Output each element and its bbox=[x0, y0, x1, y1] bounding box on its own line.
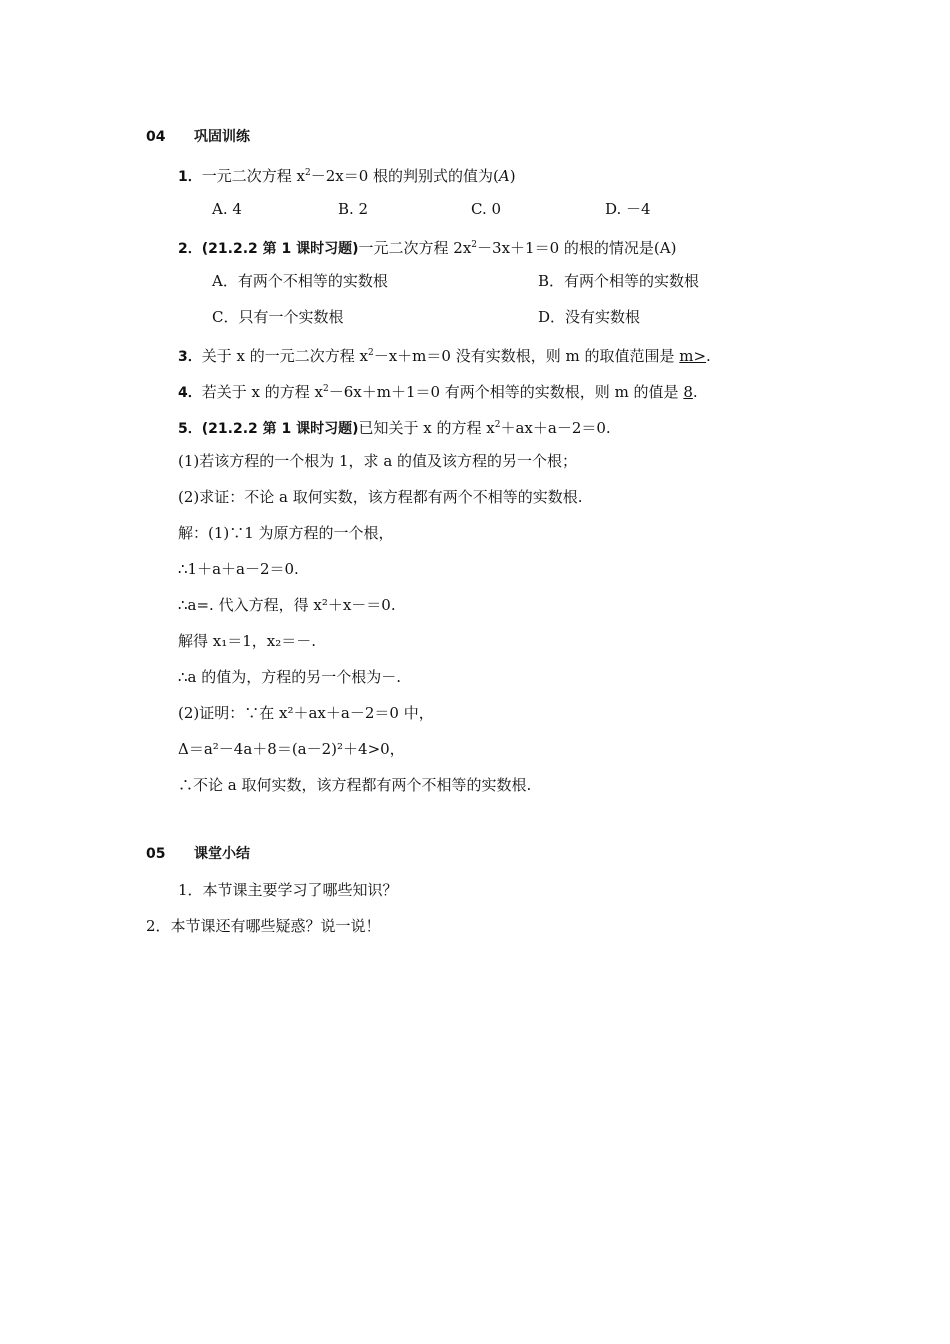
question-number: 2． bbox=[178, 241, 202, 257]
question-3 bbox=[178, 344, 711, 366]
summary-item-1: 1．本节课主要学习了哪些知识？ bbox=[178, 881, 398, 899]
question-number: 1． bbox=[178, 169, 202, 185]
stem-part: ＋ax＋a－2＝0. bbox=[500, 419, 611, 437]
question-5-part-2: (2)求证：不论 a 取何实数，该方程都有两个不相等的实数根. bbox=[178, 488, 583, 506]
solution-line: 解得 x₁＝1，x₂＝－. bbox=[178, 632, 317, 650]
stem-part: 已知关于 x 的方程 x bbox=[358, 419, 495, 437]
solution-line: Δ＝a²－4a＋8＝(a－2)²＋4>0， bbox=[178, 740, 405, 758]
answer: 8 bbox=[683, 383, 693, 401]
answer: A bbox=[659, 239, 671, 257]
option-d: D．没有实数根 bbox=[538, 308, 641, 326]
option-a: A．有两个不相等的实数根 bbox=[212, 272, 388, 290]
solution-line: ∴1＋a＋a－2＝0. bbox=[178, 560, 299, 578]
section-number-04: 04 bbox=[146, 129, 166, 145]
answer: m> bbox=[679, 347, 707, 365]
solution-line: ∴不论 a 取何实数，该方程都有两个不相等的实数根. bbox=[178, 776, 532, 794]
stem-part: . bbox=[692, 383, 698, 401]
option-b: B．有两个相等的实数根 bbox=[538, 272, 700, 290]
stem-part: ) bbox=[509, 167, 516, 185]
question-number: 3． bbox=[178, 349, 202, 365]
stem-part: －6x＋m＋1＝0 有两个相等的实数根，则 m 的值是 bbox=[328, 383, 684, 401]
stem-part: . bbox=[706, 347, 711, 365]
solution-line: ∴a=. 代入方程，得 x²＋x－＝0. bbox=[178, 596, 396, 614]
superscript: 2 bbox=[494, 420, 501, 430]
stem-part: 一元二次方程 x bbox=[201, 167, 305, 185]
question-5-part-1: (1)若该方程的一个根为 1，求 a 的值及该方程的另一个根； bbox=[178, 452, 578, 470]
stem-part: 一元二次方程 2x bbox=[358, 239, 472, 257]
question-4 bbox=[178, 380, 698, 402]
option-c: C．只有一个实数根 bbox=[212, 308, 344, 326]
section-title-04: 巩固训练 bbox=[194, 129, 250, 145]
solution-line: (2)证明：∵在 x²＋ax＋a－2＝0 中， bbox=[178, 704, 434, 722]
stem-part: 若关于 x 的方程 x bbox=[201, 383, 323, 401]
section-number-05: 05 bbox=[146, 846, 166, 862]
question-number: 5． bbox=[178, 421, 202, 437]
solution-line: 解：(1)∵1 为原方程的一个根， bbox=[178, 524, 394, 542]
question-2 bbox=[178, 236, 676, 258]
superscript: 2 bbox=[367, 348, 374, 358]
stem-part: ) bbox=[670, 239, 677, 257]
stem-part: －2x＝0 根的判别式的值为( bbox=[310, 167, 499, 185]
summary-item-2: 2．本节课还有哪些疑惑？说一说！ bbox=[146, 917, 381, 935]
question-1 bbox=[178, 164, 516, 186]
option-c: C. 0 bbox=[471, 200, 502, 218]
option-b: B. 2 bbox=[338, 200, 369, 218]
question-reference: (21.2.2 第 1 课时习题) bbox=[201, 421, 359, 437]
superscript: 2 bbox=[304, 168, 311, 178]
option-d: D. －4 bbox=[605, 200, 651, 218]
question-reference: (21.2.2 第 1 课时习题) bbox=[201, 241, 359, 257]
solution-line: ∴a 的值为，方程的另一个根为－. bbox=[178, 668, 402, 686]
superscript: 2 bbox=[471, 240, 478, 250]
option-a: A. 4 bbox=[212, 200, 242, 218]
answer: A bbox=[498, 167, 510, 185]
question-5 bbox=[178, 416, 611, 438]
question-number: 4． bbox=[178, 385, 202, 401]
section-title-05: 课堂小结 bbox=[194, 846, 250, 862]
stem-part: －x＋m＝0 没有实数根，则 m 的取值范围是 bbox=[373, 347, 680, 365]
stem-part: －3x＋1＝0 的根的情况是( bbox=[477, 239, 660, 257]
stem-part: 关于 x 的一元二次方程 x bbox=[201, 347, 368, 365]
superscript: 2 bbox=[322, 384, 329, 394]
